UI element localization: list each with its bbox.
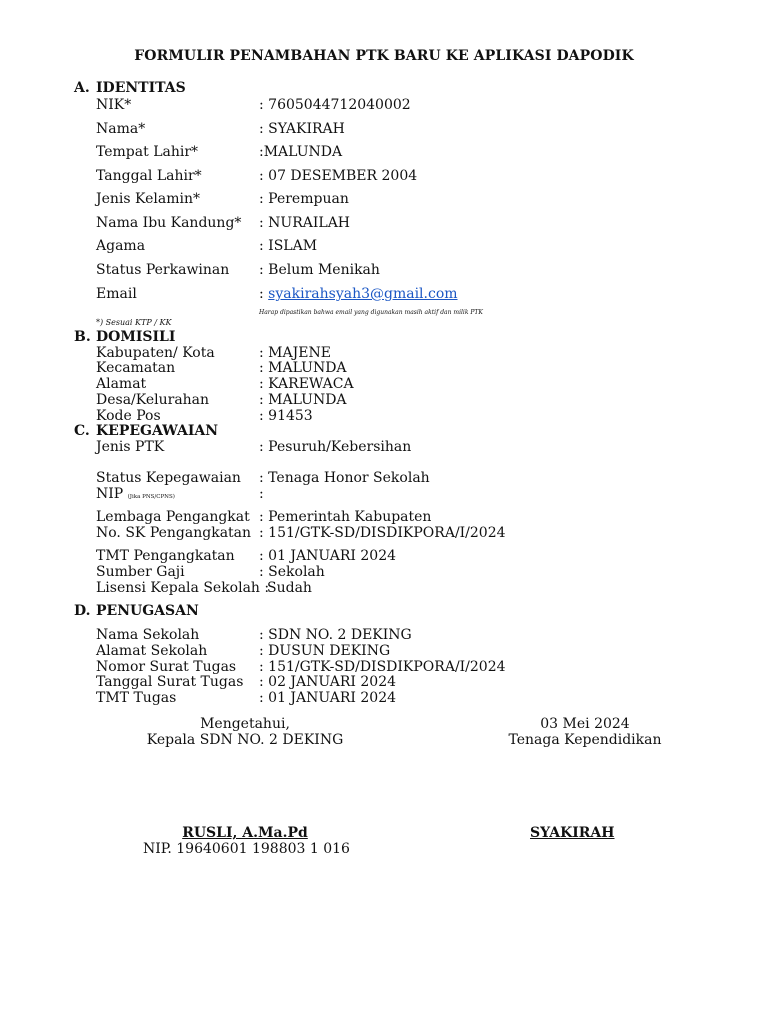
sig-left-nip: NIP. 19640601 198803 1 016 (143, 841, 350, 857)
value-jenis-kelamin: : Perempuan (259, 191, 349, 207)
label-kode-pos: Kode Pos (96, 408, 161, 424)
value-tempat-lahir: :MALUNDA (259, 144, 343, 160)
value-tanggal-lahir: : 07 DESEMBER 2004 (259, 168, 418, 184)
label-tempat-lahir: Tempat Lahir* (96, 144, 199, 160)
label-tmt-pengangkatan: TMT Pengangkatan (96, 548, 235, 564)
sig-right-line1: 03 Mei 2024 (540, 716, 630, 732)
value-kabupaten: : MAJENE (259, 345, 331, 361)
section-c-heading (74, 423, 218, 439)
section-d-heading (74, 603, 199, 619)
value-sumber-gaji: : Sekolah (259, 564, 325, 580)
label-lisensi: Lisensi Kepala Sekolah : (96, 580, 270, 596)
label-tanggal-surat-tugas: Tanggal Surat Tugas (96, 674, 244, 690)
form-title: FORMULIR PENAMBAHAN PTK BARU KE APLIKASI DAPODIK (134, 48, 634, 64)
value-alamat: : KAREWACA (259, 376, 354, 392)
section-d-title: PENUGASAN (96, 603, 199, 619)
value-nama: : SYAKIRAH (259, 121, 345, 137)
value-nip: : (259, 486, 264, 502)
label-jenis-kelamin: Jenis Kelamin* (96, 191, 200, 207)
section-a-letter: A. (74, 80, 90, 96)
value-email-row (259, 286, 458, 302)
label-tanggal-lahir: Tanggal Lahir* (96, 168, 202, 184)
label-nama: Nama* (96, 121, 146, 137)
label-alamat: Alamat (96, 376, 147, 392)
email-note: Harap dipastikan bahwa email yang digunakan masih aktif dan milik PTK (259, 309, 483, 316)
sig-left-line2: Kepala SDN NO. 2 DEKING (146, 732, 344, 748)
value-kode-pos: : 91453 (259, 408, 313, 424)
label-kabupaten: Kabupaten/ Kota (96, 345, 215, 361)
email-link[interactable]: syakirahsyah3@gmail.com (268, 286, 458, 302)
label-tmt-tugas: TMT Tugas (96, 690, 177, 706)
section-b-heading (74, 329, 175, 345)
value-jenis-ptk: : Pesuruh/Kebersihan (259, 439, 412, 455)
label-nomor-surat-tugas: Nomor Surat Tugas (96, 659, 237, 675)
label-nama-sekolah: Nama Sekolah (96, 627, 200, 643)
value-tmt-tugas: : 01 JANUARI 2024 (259, 690, 397, 706)
value-alamat-sekolah: : DUSUN DEKING (259, 643, 391, 659)
value-tanggal-surat-tugas: : 02 JANUARI 2024 (259, 674, 397, 690)
value-desa: : MALUNDA (259, 392, 347, 408)
section-d-letter: D. (74, 603, 91, 619)
section-c-title: KEPEGAWAIAN (96, 423, 219, 439)
section-a-heading (74, 80, 186, 96)
section-a-title: IDENTITAS (96, 80, 186, 96)
label-nama-ibu: Nama Ibu Kandung* (96, 215, 242, 231)
value-tmt-pengangkatan: : 01 JANUARI 2024 (259, 548, 397, 564)
value-nik: : 7605044712040002 (259, 97, 411, 113)
label-sumber-gaji: Sumber Gaji (96, 564, 185, 580)
value-kecamatan: : MALUNDA (259, 360, 347, 376)
section-c-letter: C. (74, 423, 90, 439)
label-kecamatan: Kecamatan (96, 360, 176, 376)
section-b-letter: B. (74, 329, 91, 345)
value-lisensi: Sudah (267, 580, 312, 596)
label-lembaga: Lembaga Pengangkat (96, 509, 250, 525)
sig-left-line1: Mengetahui, (200, 716, 290, 732)
sig-right-line2: Tenaga Kependidikan (508, 732, 662, 748)
label-status-perkawinan: Status Perkawinan (96, 262, 230, 278)
label-nip (96, 486, 175, 502)
value-nama-ibu: : NURAILAH (259, 215, 351, 231)
sig-left-name: RUSLI, A.Ma.Pd (182, 825, 308, 841)
label-email: Email (96, 286, 137, 302)
value-status-kepegawaian: : Tenaga Honor Sekolah (259, 470, 430, 486)
label-nik: NIK* (96, 97, 132, 113)
label-agama: Agama (96, 238, 146, 254)
nip-label-text: NIP (96, 486, 124, 502)
email-colon: : (259, 286, 269, 302)
value-nama-sekolah: : SDN NO. 2 DEKING (259, 627, 412, 643)
label-sk: No. SK Pengangkatan (96, 525, 252, 541)
section-b-title: DOMISILI (96, 329, 176, 345)
value-lembaga: : Pemerintah Kabupaten (259, 509, 432, 525)
value-sk: : 151/GTK-SD/DISDIKPORA/I/2024 (259, 525, 506, 541)
label-jenis-ptk: Jenis PTK (96, 439, 165, 455)
ktp-note: *) Sesuai KTP / KK (96, 318, 172, 327)
label-alamat-sekolah: Alamat Sekolah (96, 643, 208, 659)
value-nomor-surat-tugas: : 151/GTK-SD/DISDIKPORA/I/2024 (259, 659, 506, 675)
label-status-kepegawaian: Status Kepegawaian (96, 470, 241, 486)
nip-sub-note: (Jika PNS/CPNS) (127, 494, 175, 500)
label-desa: Desa/Kelurahan (96, 392, 210, 408)
value-status-perkawinan: : Belum Menikah (259, 262, 380, 278)
value-agama: : ISLAM (259, 238, 318, 254)
sig-right-name: SYAKIRAH (530, 825, 615, 841)
